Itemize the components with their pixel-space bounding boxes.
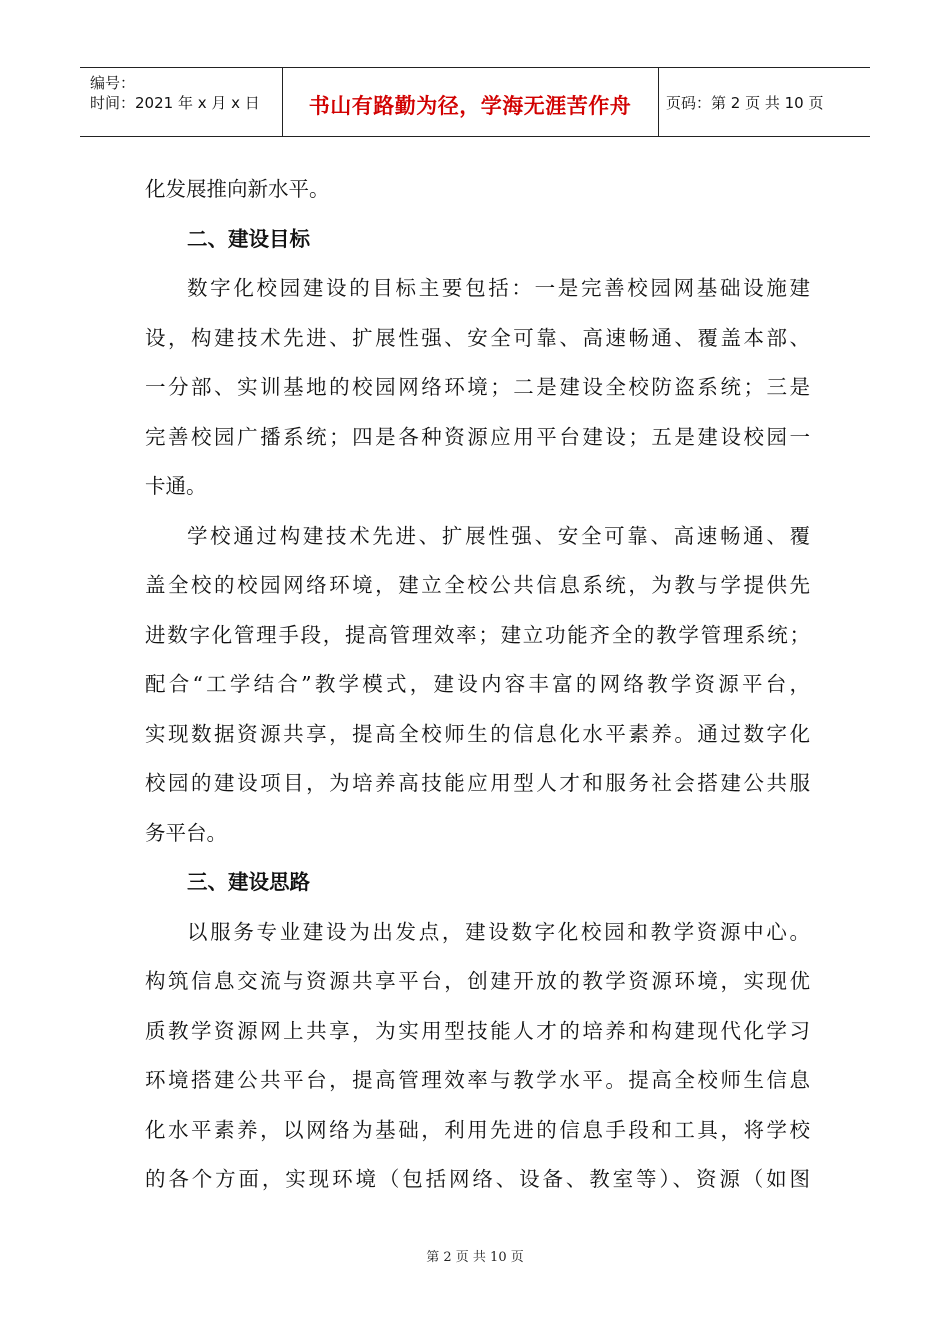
body-line: 盖全校的校园网络环境，建立全校公共信息系统，为教与学提供先 [145,573,810,597]
body-line: 数字化校园建设的目标主要包括：一是完善校园网基础设施建 [187,276,810,300]
section-heading-approach: 三、建设思路 [187,870,310,894]
body-line: 实现数据资源共享，提高全校师生的信息化水平素养。通过数字化 [145,721,810,746]
page-header [80,67,870,137]
header-page-info: 页码：第 2 页 共 10 页 [666,94,824,112]
section-heading-goals: 二、建设目标 [187,226,310,251]
serial-number-label: 编号： [90,74,136,92]
body-line: 化发展推向新水平。 [145,177,330,201]
body-line: 的各个方面，实现环境（包括网络、设备、教室等）、资源（如图 [145,1167,810,1191]
body-line: 完善校园广播系统；四是各种资源应用平台建设；五是建设校园一 [145,424,810,449]
header-motto-cell [282,68,659,136]
body-line: 校园的建设项目，为培养高技能应用型人才和服务社会搭建公共服 [145,771,810,795]
header-page-cell [658,68,870,136]
body-line: 设，构建技术先进、扩展性强、安全可靠、高速畅通、覆盖本部、 [145,325,810,350]
body-line: 卡通。 [145,474,207,498]
body-line: 以服务专业建设为出发点，建设数字化校园和教学资源中心。 [187,919,810,944]
body-line: 务平台。 [145,820,227,845]
document-body [145,165,810,1205]
header-motto: 书山有路勤为径，学海无涯苦作舟 [308,94,632,118]
header-left-cell [80,68,283,136]
body-line: 环境搭建公共平台，提高管理效率与教学水平。提高全校师生信息 [145,1068,810,1092]
body-line: 学校通过构建技术先进、扩展性强、安全可靠、高速畅通、覆 [187,523,810,548]
body-line: 质教学资源网上共享，为实用型技能人才的培养和构建现代化学习 [145,1018,810,1043]
body-line: 一分部、实训基地的校园网络环境；二是建设全校防盗系统；三是 [145,375,810,399]
body-line: 化水平素养，以网络为基础，利用先进的信息手段和工具，将学校 [145,1117,810,1142]
date-label: 时间：2021 年 x 月 x 日 [90,94,260,112]
body-line: 配合“工学结合”教学模式，建设内容丰富的网络教学资源平台， [145,672,810,696]
body-line: 构筑信息交流与资源共享平台，创建开放的教学资源环境，实现优 [145,969,810,993]
page-footer: 第 2 页 共 10 页 [426,1250,524,1265]
body-line: 进数字化管理手段，提高管理效率；建立功能齐全的教学管理系统； [145,622,810,647]
